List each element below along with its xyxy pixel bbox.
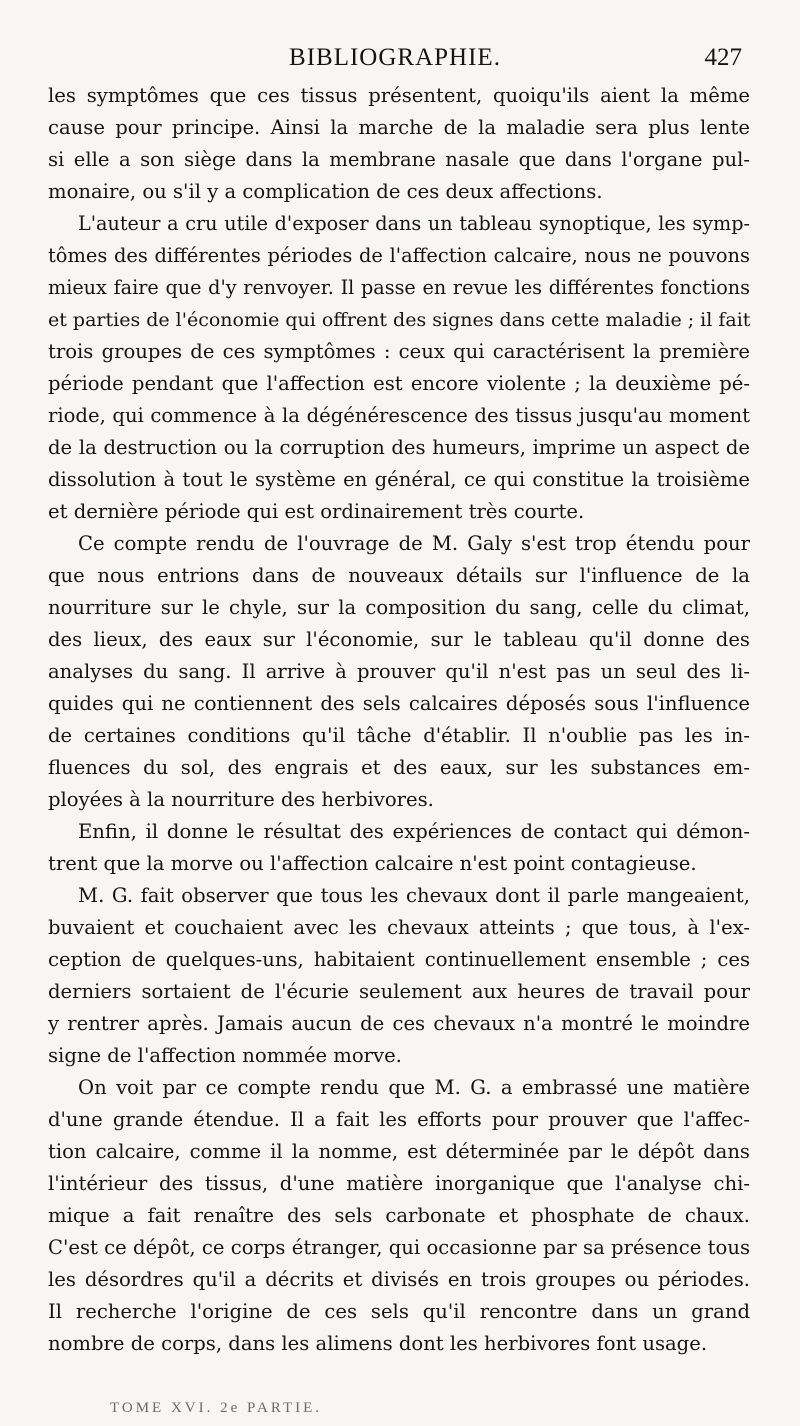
text-line: Ce compte rendu de l'ouvrage de M. Galy s'est trop étendu pour bbox=[78, 532, 750, 555]
text-line: Enfin, il donne le résultat des expériences de contact qui démon- bbox=[78, 820, 750, 843]
text-line: tômes des différentes périodes de l'affection calcaire, nous ne pouvons bbox=[48, 244, 750, 267]
page-number: 427 bbox=[704, 44, 742, 71]
text-line: et dernière période qui est ordinairement très courte. bbox=[48, 500, 585, 523]
text-line: nombre de corps, dans les alimens dont les herbivores font usage. bbox=[48, 1332, 708, 1355]
text-line: de certaines conditions qu'il tâche d'établir. Il n'oublie pas les in- bbox=[48, 724, 750, 747]
text-line: des lieux, des eaux sur l'économie, sur le tableau qu'il donne des bbox=[48, 628, 750, 651]
paragraph bbox=[48, 208, 750, 528]
text-line: mique a fait renaître des sels carbonate et phosphate de chaux. bbox=[48, 1204, 750, 1227]
text-line: monaire, ou s'il y a complication de ces deux affections. bbox=[48, 180, 603, 203]
running-title: BIBLIOGRAPHIE. bbox=[289, 44, 501, 71]
text-line: et parties de l'économie qui offrent des signes dans cette maladie ; il fait bbox=[48, 309, 751, 331]
text-line: nourriture sur le chyle, sur la composition du sang, celle du climat, bbox=[48, 596, 750, 619]
text-line: M. G. fait observer que tous les chevaux dont il parle mangeaient, bbox=[78, 884, 750, 907]
text-line: fluences du sol, des engrais et des eaux, sur les substances em- bbox=[48, 756, 750, 779]
text-line: les symptômes que ces tissus présentent, quoiqu'ils aient la même bbox=[48, 84, 750, 107]
text-line: quides qui ne contiennent des sels calcaires déposés sous l'influence bbox=[48, 692, 750, 715]
text-line: de la destruction ou la corruption des humeurs, imprime un aspect de bbox=[48, 436, 750, 459]
text-line: trent que la morve ou l'affection calcaire n'est point contagieuse. bbox=[48, 852, 697, 875]
text-line: derniers sortaient de l'écurie seulement aux heures de travail pour bbox=[48, 980, 750, 1003]
text-line: analyses du sang. Il arrive à prouver qu'il n'est pas un seul des li- bbox=[48, 660, 750, 683]
text-line: que nous entrions dans de nouveaux détails sur l'influence de la bbox=[48, 564, 750, 587]
text-line: C'est ce dépôt, ce corps étranger, qui occasionne par sa présence tous bbox=[48, 1236, 750, 1259]
text-line: dissolution à tout le système en général, ce qui constitue la troisième bbox=[48, 468, 750, 491]
text-line: On voit par ce compte rendu que M. G. a embrassé une matière bbox=[78, 1076, 750, 1099]
text-line: période pendant que l'affection est encore violente ; la deuxième pé- bbox=[48, 372, 750, 395]
footer-signature: TOME XVI. 2e PARTIE. bbox=[110, 1400, 323, 1416]
paragraph bbox=[48, 528, 750, 816]
text-line: les désordres qu'il a décrits et divisés en trois groupes ou périodes. bbox=[48, 1268, 750, 1291]
text-line: d'une grande étendue. Il a fait les efforts pour prouver que l'affec- bbox=[48, 1108, 750, 1131]
text-line: trois groupes de ces symptômes : ceux qui caractérisent la première bbox=[48, 340, 750, 363]
paragraph bbox=[48, 1072, 750, 1360]
paragraph bbox=[48, 80, 750, 208]
text-line: riode, qui commence à la dégénérescence des tissus jusqu'au moment bbox=[48, 404, 750, 427]
body-text bbox=[48, 80, 750, 1360]
text-line: buvaient et couchaient avec les chevaux atteints ; que tous, à l'ex- bbox=[48, 916, 750, 939]
text-line: signe de l'affection nommée morve. bbox=[48, 1044, 402, 1067]
text-line: si elle a son siège dans la membrane nasale que dans l'organe pul- bbox=[48, 148, 750, 171]
paragraph bbox=[48, 816, 750, 880]
text-line: y rentrer après. Jamais aucun de ces chevaux n'a montré le moindre bbox=[48, 1012, 750, 1035]
text-line: l'intérieur des tissus, d'une matière inorganique que l'analyse chi- bbox=[48, 1172, 750, 1195]
page-header bbox=[48, 40, 742, 76]
text-line: tion calcaire, comme il la nomme, est déterminée par le dépôt dans bbox=[48, 1140, 750, 1163]
text-line: L'auteur a cru utile d'exposer dans un tableau synoptique, les symp- bbox=[78, 212, 750, 235]
text-line: ception de quelques-uns, habitaient continuellement ensemble ; ces bbox=[48, 948, 750, 971]
paragraph bbox=[48, 880, 750, 1072]
text-line: Il recherche l'origine de ces sels qu'il rencontre dans un grand bbox=[48, 1300, 750, 1323]
text-line: mieux faire que d'y renvoyer. Il passe en revue les différentes fonctions bbox=[48, 276, 750, 299]
text-line: ployées à la nourriture des herbivores. bbox=[48, 788, 434, 811]
text-line: cause pour principe. Ainsi la marche de la maladie sera plus lente bbox=[48, 116, 750, 139]
